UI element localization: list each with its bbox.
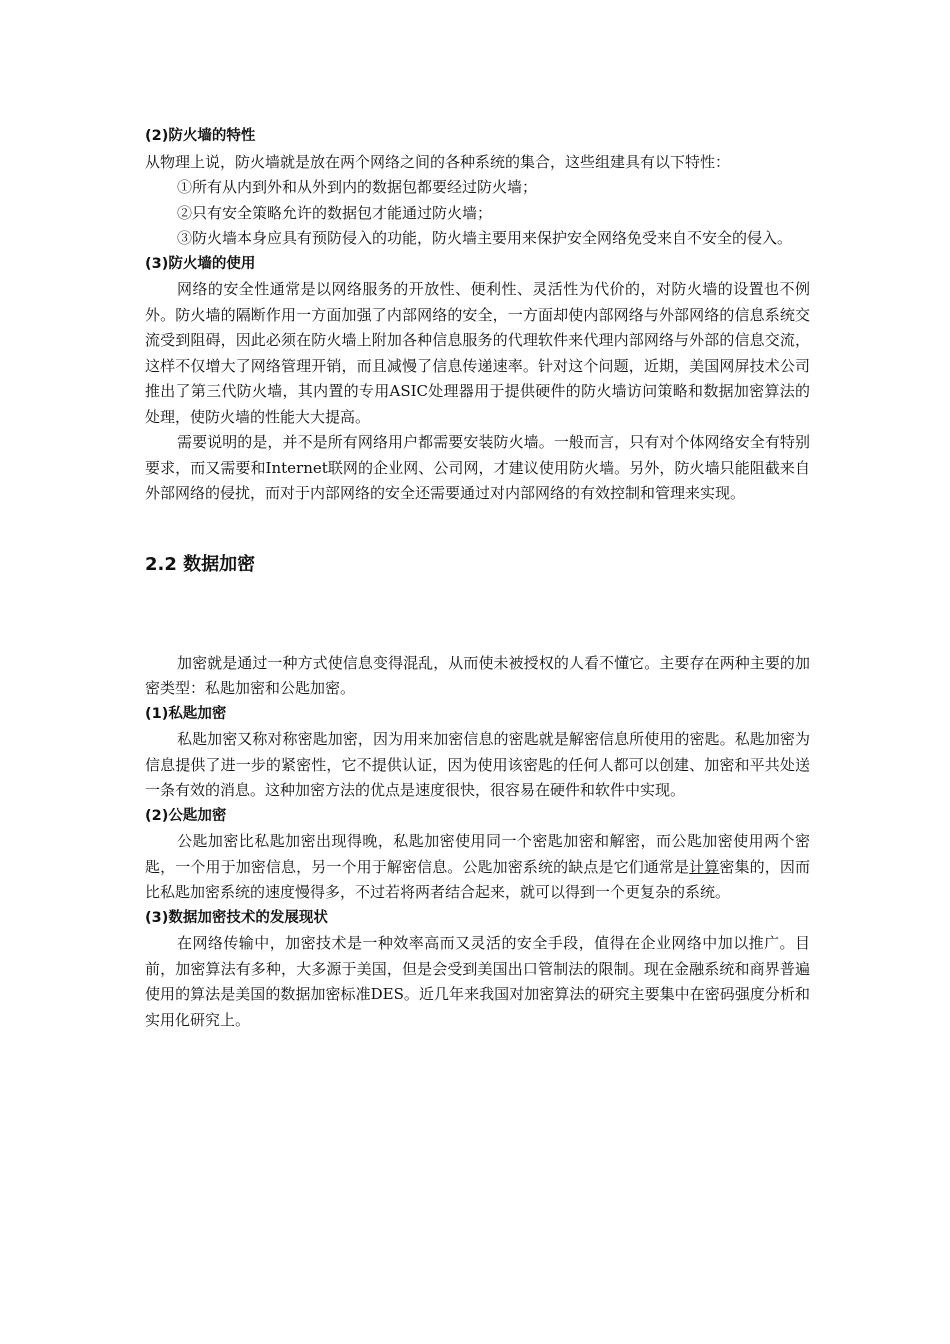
section-spacer [145,579,810,651]
underlined-term: 计算 [689,857,720,876]
heading-encryption-status: (3)数据加密技术的发展现状 [145,909,328,926]
section-title-encryption: 2.2 数据加密 [145,553,256,575]
public-key-paragraph [145,829,810,906]
public-key-text-after: 密集的，因而比私匙加密系统的速度慢得多，不过若将两者结合起来，就可以得到一个更复杂的系统。 [145,857,810,901]
private-key-paragraph: 私匙加密又称对称密匙加密，因为用来加密信息的密匙就是解密信息所使用的密匙。私匙加密为信息提供了进一步的紧密性，它不提供认证，因为使用该密匙的任何人都可以创建、加密和平共处送一条有效的消息。这种加密方法的优点是速度很快，很容易在硬件和软件中实现。 [145,730,810,799]
firewall-trait-item: ③防火墙本身应具有预防侵入的功能，防火墙主要用来保护安全网络免受来自不安全的侵入。 [177,229,793,247]
heading-private-key: (1)私匙加密 [145,705,227,722]
heading-public-key: (2)公匙加密 [145,807,227,824]
encryption-status-paragraph: 在网络传输中，加密技术是一种效率高而又灵活的安全手段，值得在企业网络中加以推广。目前，加密算法有多种，大多源于美国，但是会受到美国出口管制法的限制。现在金融系统和商界普遍使用的算法是美国的数据加密标准DES。近几年来我国对加密算法的研究主要集中在密码强度分析和实用化研究上。 [145,934,810,1029]
firewall-use-paragraph: 网络的安全性通常是以网络服务的开放性、便利性、灵活性为代价的，对防火墙的设置也不例外。防火墙的隔断作用一方面加强了内部网络的安全，一方面却使内部网络与外部网络的信息系统交流受到阻碍，因此必须在防火墙上附加各种信息服务的代理软件来代理内部网络与外部的信息交流，这样不仅增大了网络管理开销，而且减慢了信息传递速率。针对这个问题，近期，美国网屏技术公司推出了第三代防火墙，其内置的专用ASIC处理器用于提供硬件的防火墙访问策略和数据加密算法的处理，使防火墙的性能大大提高。 [145,280,810,426]
firewall-traits-intro: 从物理上说，防火墙就是放在两个网络之间的各种系统的集合，这些组建具有以下特性： [145,152,731,171]
heading-firewall-use: (3)防火墙的使用 [145,255,256,272]
heading-firewall-traits: (2)防火墙的特性 [145,128,256,144]
firewall-trait-item: ①所有从内到外和从外到内的数据包都要经过防火墙； [177,178,538,196]
encryption-intro-paragraph: 加密就是通过一种方式使信息变得混乱，从而使未被授权的人看不懂它。主要存在两种主要的加密类型：私匙加密和公匙加密。 [145,653,810,697]
firewall-use-paragraph: 需要说明的是，并不是所有网络用户都需要安装防火墙。一般而言，只有对个体网络安全有特别要求，而又需要和Internet联网的企业网、公司网，才建议使用防火墙。另外，防火墙只能阻截来自外部网络的侵扰，而对于内部网络的安全还需要通过对内部网络的有效控制和管理来实现。 [145,433,810,502]
document-page [145,124,810,1033]
public-key-text-before: 公匙加密比私匙加密出现得晚，私匙加密使用同一个密匙加密和解密，而公匙加密使用两个密匙，一个用于加密信息，另一个用于解密信息。公匙加密系统的缺点是它们通常是 [145,832,810,876]
firewall-trait-item: ②只有安全策略允许的数据包才能通过防火墙； [177,203,493,222]
